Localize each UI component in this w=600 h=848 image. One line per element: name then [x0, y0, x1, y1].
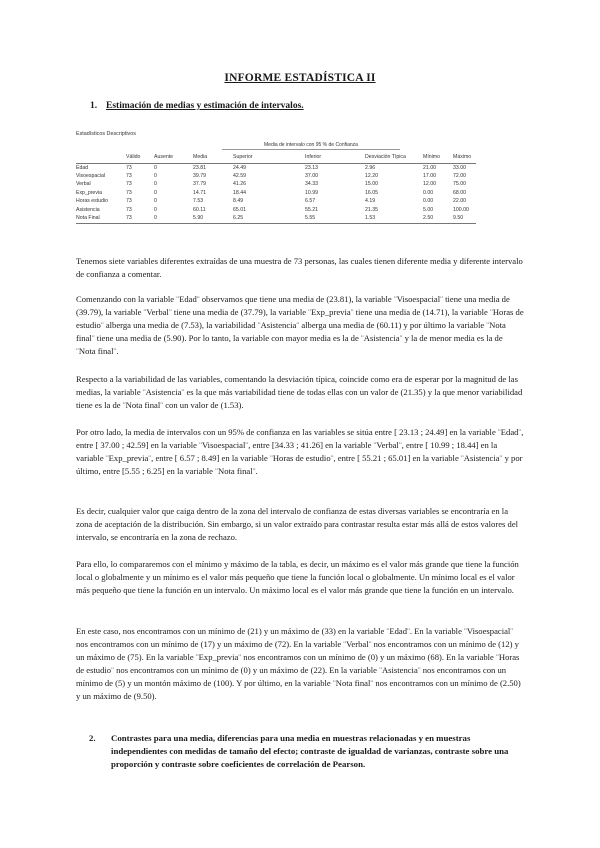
table-cell: 0.00: [423, 198, 434, 205]
table-cell: 15.00: [365, 181, 378, 188]
row-label: Exp_previa: [76, 189, 102, 196]
table-cell: 34.33: [305, 181, 318, 188]
table-cell: 73: [126, 206, 132, 213]
paragraph: Para ello, lo compararemos con el mínimo y máximo de la tabla, es decir, un máximo es el valor más grande que tiene la función local o globalmente y un mínimo es el valor más pequeño que tiene la función local o globalmente. Un mínimo local es el valor más pequeño que tiene la función en un intervalo. Un máximo local es el valor más grande que tiene la función en un intervalo.: [76, 559, 519, 595]
table-cell: 18.44: [233, 189, 246, 196]
table-cell: 73: [126, 214, 154, 223]
table-cell: 73: [126, 198, 132, 205]
table-cell: 23.13: [305, 164, 318, 171]
table-cell: 6.25: [233, 214, 305, 223]
paragraph: Tenemos siete variables diferentes extraídas de una muestra de 73 personas, las cuales tienen diferente media y diferente intervalo de confianza a comentar.: [76, 256, 523, 279]
table-cell: 5.55: [305, 214, 365, 223]
table-cell: 0: [154, 164, 157, 171]
table-cell: 5.90: [193, 214, 233, 223]
section-2-number: 2.: [89, 733, 96, 743]
paragraph: En este caso, nos encontramos con un mínimo de (21) y un máximo de (33) en la variable ¨Edad¨. En la variable ¨Visoespacial¨ nos encontramos con un mínimo de (17) y un máximo de (72). En la variable ¨Verbal¨ nos encontramos con un mínimo de (12) y un máximo de (75). En la variable ¨Exp_previa¨ nos encontramos con un mínimo de (0) y un máximo (68). En la variable ¨Horas de estudio¨ nos encontramos con un mínimo de (0) y un máximo de (22). En la variable ¨Asistencia¨ nos encontramos con un mínimo de (5) y un montón máximo de (100). Y por último, en la variable ¨Nota final¨ nos encontramos con un mínimo de (2.50) y un máximo de (9.50).: [76, 626, 521, 701]
document-title: INFORME ESTADÍSTICA II: [224, 72, 376, 84]
table-cell: 0: [154, 172, 157, 179]
column-header: [76, 152, 126, 164]
table-cell: 37.00: [305, 172, 318, 179]
column-header: Inferior: [305, 152, 365, 164]
row-label: Visoespacial: [76, 172, 106, 179]
stats-grid: [76, 152, 476, 224]
table-cell: 7.53: [193, 198, 204, 205]
table-cell: 72.00: [453, 172, 466, 179]
table-body: [76, 164, 476, 224]
table-cell: 0.00: [423, 189, 434, 196]
table-cell: 23.81: [193, 164, 206, 171]
table-cell: 100.00: [453, 206, 469, 213]
table-cell: 73: [126, 181, 132, 188]
row-label: Verbal: [76, 181, 91, 188]
table-cell: 21.35: [365, 206, 378, 213]
column-header: Máximo: [453, 152, 476, 164]
table-cell: 14.71: [193, 189, 206, 196]
table-cell: 41.26: [233, 181, 246, 188]
row-label: Nota Final: [76, 214, 126, 223]
section-1-number: 1.: [90, 101, 98, 111]
table-cell: 39.79: [193, 172, 206, 179]
section-1-title: Estimación de medias y estimación de intervalos.: [106, 101, 304, 111]
table-cell: 75.00: [453, 181, 466, 188]
ci-header: Media de intervalo con 95 % de Confianza: [264, 142, 358, 148]
table-cell: 16.05: [365, 189, 378, 196]
column-header: Media: [193, 152, 233, 164]
table-cell: 5.00: [423, 206, 434, 213]
table-cell: 73: [126, 164, 132, 171]
section-2-heading: [89, 732, 521, 771]
table-cell: 4.19: [365, 198, 376, 205]
table-row: [76, 198, 476, 206]
table-cell: 9.50: [453, 214, 476, 223]
table-cell: 8.49: [233, 198, 244, 205]
table-cell: 22.00: [453, 198, 466, 205]
table-cell: 0: [154, 181, 157, 188]
table-cell: 24.49: [233, 164, 246, 171]
paragraph: Comenzando con la variable ¨Edad¨ observamos que tiene una media de (23.81), la variable ¨Visoespacial¨ tiene una media de (39.79), la variable ¨Verbal¨ tiene una media de (37.79), la variable ¨Exp_previa¨ tiene una media de (14.71), la variable ¨Horas de estudio¨ alberga una media de (7.53), la variabilidad ¨Asistencia¨ alberga una media de (60.11) y por último la variable ¨Nota final¨ tiene una media de (5.90). Por lo tanto, la variable con mayor media es la de ¨Asistencia¨ y la de menor media es la de ¨Nota final¨.: [76, 294, 524, 356]
table-cell: 60.11: [193, 206, 206, 213]
table-cell: 0: [154, 214, 193, 223]
table-cell: 65.01: [233, 206, 246, 213]
section-1-heading: [90, 101, 304, 111]
column-header: Desviación Típica: [365, 152, 423, 164]
table-cell: 73: [126, 189, 132, 196]
table-row: [76, 172, 476, 180]
row-label: Asistencia: [76, 206, 100, 213]
table-cell: 33.00: [453, 164, 466, 171]
paragraph: Por otro lado, la media de intervalos con un 95% de confianza en las variables se sitúa entre [ 23.13 ; 24.49] en la variable ¨Edad¨, entre [ 37.00 ; 42.59] en la variable ¨Visoespacial¨, entre [34.33 ; 41.26] en la variable ¨Verbal¨, entre [ 10.99 ; 18.44] en la variable ¨Exp_previa¨, entre [ 6.57 ; 8.49] en la variable ¨Horas de estudio¨, entre [ 55.21 ; 65.01] en la variable ¨Asistencia¨ y por último, entre [5.55 ; 6.25] en la variable ¨Nota final¨.: [76, 427, 524, 476]
table-cell: 55.21: [305, 206, 318, 213]
table-cell: 2.96: [365, 164, 376, 171]
table-cell: 21.00: [423, 164, 436, 171]
table-cell: 68.00: [453, 189, 466, 196]
table-cell: 2.50: [423, 214, 453, 223]
table-header-row: [76, 152, 476, 164]
table-row: [76, 181, 476, 189]
row-label: Horas estudio: [76, 198, 109, 205]
paragraph: Es decir, cualquier valor que caiga dentro de la zona del intervalo de confianza de estas diversas variables se encontraría en la zona de aceptación de la distribución. Sin embargo, si un valor extraído para contrastar resulta estar más allá de estos valores del intervalo, se encontraría en la zona de rechazo.: [76, 506, 519, 542]
table-cell: 1.53: [365, 214, 423, 223]
table-cell: 0: [154, 206, 157, 213]
column-header: Válido: [126, 152, 154, 164]
table-row: [76, 214, 476, 223]
ci-header-rule: [222, 149, 400, 150]
column-header: Mínimo: [423, 152, 453, 164]
table-cell: 0: [154, 198, 157, 205]
table-row: [76, 189, 476, 197]
table-cell: 12.20: [365, 172, 378, 179]
table-cell: 17.00: [423, 172, 436, 179]
table-cell: 0: [154, 189, 157, 196]
table-row: [76, 206, 476, 214]
table-cell: 6.57: [305, 198, 316, 205]
table-cell: 42.59: [233, 172, 246, 179]
table-caption: Estadísticos Descriptivos: [76, 131, 136, 137]
table-cell: 73: [126, 172, 132, 179]
row-label: Edad: [76, 164, 89, 171]
table-cell: 37.79: [193, 181, 206, 188]
column-header: Superior: [233, 152, 305, 164]
column-header: Ausente: [154, 152, 193, 164]
section-2-title: Contrastes para una media, diferencias para una media en muestras relacionadas y en muestras independientes con medidas de tamaño del efecto; contraste de igualdad de varianzas, contraste sobre una proporción y contraste sobre coeficientes de correlación de Pearson.: [111, 733, 509, 769]
table-row: [76, 164, 476, 173]
table-cell: 10.99: [305, 189, 318, 196]
table-cell: 12.00: [423, 181, 436, 188]
paragraph: Respecto a la variabilidad de las variables, comentando la desviación típica, coincide como era de esperar por la magnitud de las medias, la variable ¨Asistencia¨ es la que más variabilidad tiene de todas ellas con un valor de (21.35) y la que menor variabilidad tiene es la de ¨Nota final¨ con un valor de (1.53).: [76, 374, 523, 410]
